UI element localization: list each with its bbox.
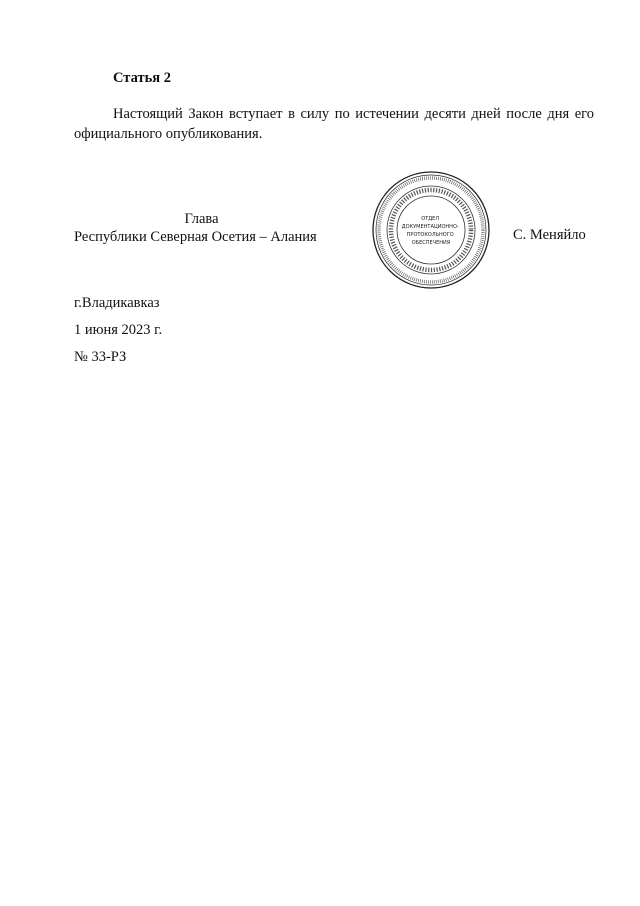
stamp-inner-text: ОТДЕЛ ДОКУМЕНТАЦИОННО- ПРОТОКОЛЬНОГО ОБЕСПЕЧЕНИЯ (401, 216, 459, 246)
signer-name: С. Меняйло (513, 227, 586, 243)
signature-title: Глава (184, 211, 219, 227)
place: г.Владикавказ (74, 295, 160, 311)
law-number: № 33-РЗ (74, 349, 127, 365)
article-text: Настоящий Закон вступает в силу по истечении десяти дней после дня его официального опубликования. (74, 106, 594, 142)
signature-organization: Республики Северная Осетия – Алания (74, 229, 317, 245)
date: 1 июня 2023 г. (74, 322, 163, 338)
article-heading: Статья 2 (113, 70, 171, 86)
signature-block (74, 210, 364, 246)
official-seal (371, 170, 491, 290)
